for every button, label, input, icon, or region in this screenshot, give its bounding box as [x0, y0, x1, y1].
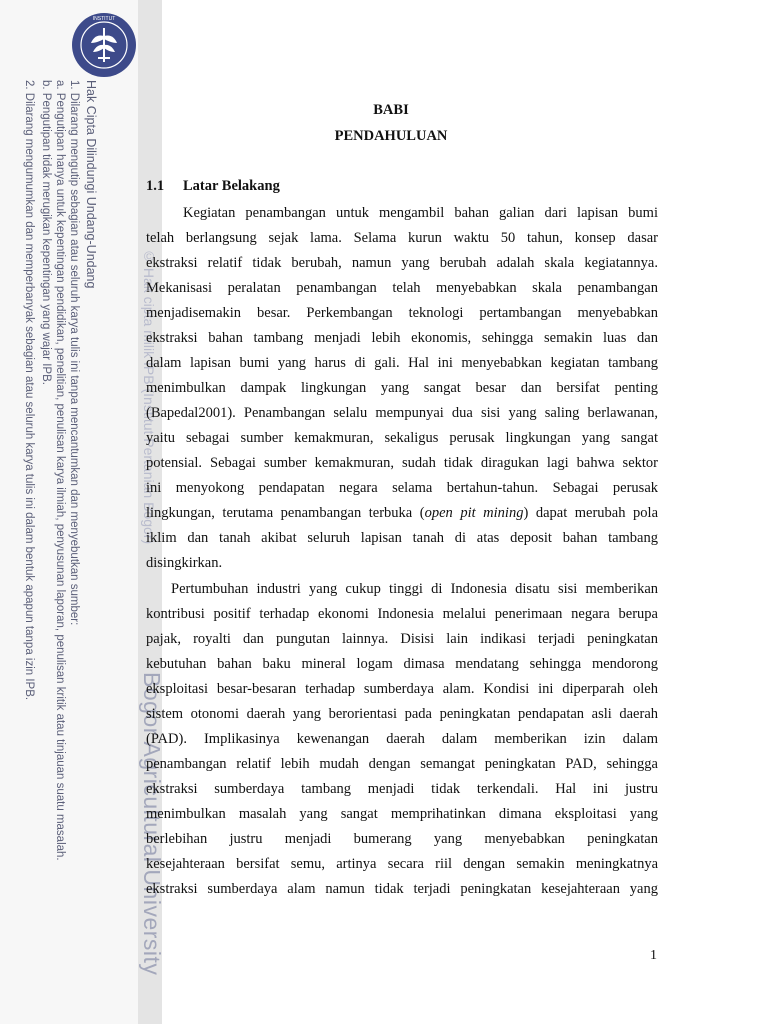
chapter-title: PENDAHULUAN	[334, 128, 448, 144]
paragraph-line: dalam lapisan bumi yang harus di gali. Hal ini menyebabkan kegiatan tambang	[146, 355, 658, 371]
paragraph-line: pajak, royalti dan pungutan lainnya. Disisi lain indikasi terjadi peningkatan	[146, 631, 658, 647]
paragraph-line: menimbulkan masalah yang sangat memprihatinkan dimana eksploitasi yang	[146, 806, 658, 822]
copyright-line-a: a. Pengutipan hanya untuk kepentingan pendidikan, penelitian, penulisan karya ilmiah, penyusunan laporan, penulisan kritik atau tinjauan suatu masalah.	[54, 80, 66, 861]
paragraph-line: kontribusi positif terhadap ekonomi Indonesia melalui penerimaan negara berupa	[146, 606, 658, 622]
copyright-line-1: 1. Dilarang mengutip sebagian atau seluruh karya tulis ini tanpa mencantumkan dan menyebutkan sumber:	[68, 80, 80, 626]
text-run: ) dapat merubah pola	[523, 505, 659, 521]
paragraph-line: Mekanisasi peralatan penambangan telah menyebabkan skala penambangan	[146, 280, 658, 296]
paragraph-line: disingkirkan.	[146, 555, 223, 571]
section-heading	[146, 178, 280, 195]
paragraph-line: Pertumbuhan industri yang cukup tinggi di Indonesia disatu sisi memberikan	[171, 581, 658, 597]
paragraph-line-italic	[146, 504, 658, 522]
paragraph-line: Kegiatan penambangan untuk mengambil bahan galian dari lapisan bumi	[183, 205, 658, 221]
paragraph-line: ekstraksi bahan tambang menjadi lebih ekonomis, sehingga semakin luas dan	[146, 330, 658, 346]
chapter-number: BABI	[373, 102, 409, 118]
paragraph-line: ekstraksi relatif tidak berubah, namun yang berubah adalah skala kegiatannya.	[146, 255, 658, 271]
section-number: 1.1	[146, 178, 165, 194]
paragraph-line: kesejahteraan bersifat semu, artinya secara riil dengan semakin meningkatnya	[146, 856, 658, 872]
copyright-heading: Hak Cipta Dilindungi Undang-Undang	[84, 80, 98, 289]
paragraph-line: menimbulkan dampak lingkungan yang sangat besar dan bersifat penting	[146, 380, 658, 396]
paragraph-line: menjadisemakin besar. Perkembangan teknologi pertambangan menyebabkan	[146, 305, 658, 321]
italic-term: open pit mining	[424, 505, 524, 521]
section-title: Latar Belakang	[183, 178, 280, 194]
copyright-line-2: 2. Dilarang mengumumkan dan memperbanyak sebagian atau seluruh karya tulis ini dalam bentuk apapun tanpa izin IPB.	[23, 80, 35, 701]
paragraph-line: penambangan relatif lebih mudah dengan semangat peningkatan PAD, sehingga	[146, 756, 658, 772]
ipb-logo-icon	[71, 12, 137, 78]
paragraph-line: (Bapedal2001). Penambangan selalu mempunyai dua sisi yang saling berlawanan,	[146, 405, 658, 421]
copyright-notice	[20, 80, 100, 861]
watermark-university: Bogor Agricultural University	[139, 672, 165, 976]
paragraph-line: iklim dan tanah akibat seluruh lapisan tanah di atas deposit bahan tambang	[146, 530, 658, 546]
text-run: lingkungan, terutama penambangan terbuka (	[146, 505, 425, 521]
watermark-copyright: © Hak cipta milik IPB (Institut Pertanian Bogor)	[141, 248, 157, 545]
paragraph-line: ekstraksi sumberdaya alam namun tidak terjadi peningkatan kesejahteraan yang	[146, 881, 658, 897]
paragraph-line: (PAD). Implikasinya kewenangan daerah dalam memberikan izin dalam	[146, 731, 658, 747]
copyright-line-b: b. Pengutipan tidak merugikan kepentingan yang wajar IPB.	[40, 80, 52, 385]
paragraph-line: telah berlangsung sejak lama. Selama kurun waktu 50 tahun, konsep dasar	[146, 230, 658, 246]
paragraph-line: eksploitasi besar-besaran terhadap sumberdaya alam. Kondisi ini diperparah oleh	[146, 681, 658, 697]
paragraph-line: ekstraksi sumberdaya tambang menjadi tidak terkendali. Hal ini justru	[146, 781, 658, 797]
paragraph-line: potensial. Sebagai sumber kemakmuran, sudah tidak diragukan lagi bahwa sektor	[146, 455, 658, 471]
paragraph-line: yaitu sebagai sumber kemakmuran, sekaligus perusak lingkungan yang sangat	[146, 430, 658, 446]
paragraph-line: berlebihan justru menjadi bumerang yang menyebabkan peningkatan	[146, 831, 658, 847]
svg-text:INSTITUT: INSTITUT	[92, 16, 116, 22]
paragraph-line: sistem otonomi daerah yang berorientasi pada peningkatan pendapatan asli daerah	[146, 706, 658, 722]
page-number: 1	[650, 948, 657, 963]
paragraph-line: ini menyokong pendapatan negara selama bertahun-tahun. Sebagai perusak	[146, 480, 658, 496]
paragraph-line: kebutuhan bahan baku mineral logam dimasa mendatang sehingga mendorong	[146, 656, 658, 672]
